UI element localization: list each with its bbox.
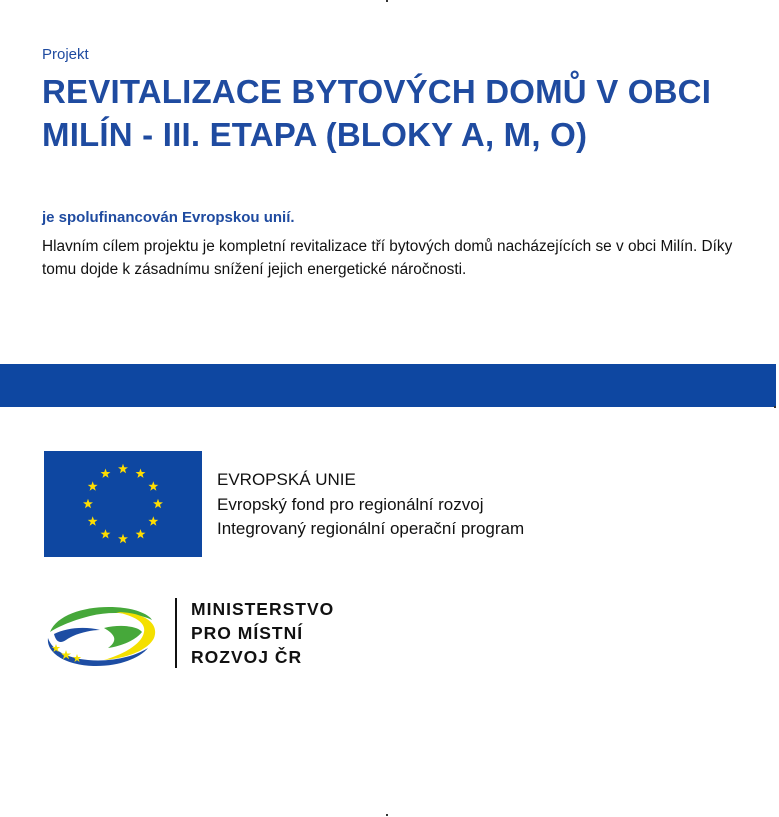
ministry-line-1: MINISTERSTVO <box>191 599 335 619</box>
project-description: Hlavním cílem projektu je kompletní revitalizace tří bytových domů nacházejících se v obci Milín. Díky tomu dojde k zásadnímu snížení jejich energetické náročnosti. <box>42 238 733 278</box>
mmr-logo-icon <box>44 598 158 670</box>
eu-text-block <box>217 468 524 542</box>
ministry-line-2: PRO MÍSTNÍ <box>191 623 304 643</box>
eu-name: EVROPSKÁ UNIE <box>217 470 356 489</box>
project-label: Projekt <box>42 46 89 63</box>
ministry-text-block <box>191 597 334 669</box>
eu-fund: Evropský fond pro regionální rozvoj <box>217 494 484 514</box>
ministry-line-3: ROZVOJ ČR <box>191 647 303 667</box>
crop-mark <box>386 0 388 2</box>
logo-divider <box>175 598 177 668</box>
eu-flag-icon <box>44 451 202 557</box>
crop-mark <box>386 814 388 816</box>
blue-band <box>0 364 776 407</box>
eu-programme: Integrovaný regionální operační program <box>217 519 525 538</box>
project-title: REVITALIZACE BYTOVÝCH DOMŮ V OBCI MILÍN - III. ETAPA (BLOKY A, M, O) <box>42 73 712 153</box>
cofinancing-statement: je spolufinancován Evropskou unií. <box>42 209 295 226</box>
crop-mark <box>774 406 776 408</box>
